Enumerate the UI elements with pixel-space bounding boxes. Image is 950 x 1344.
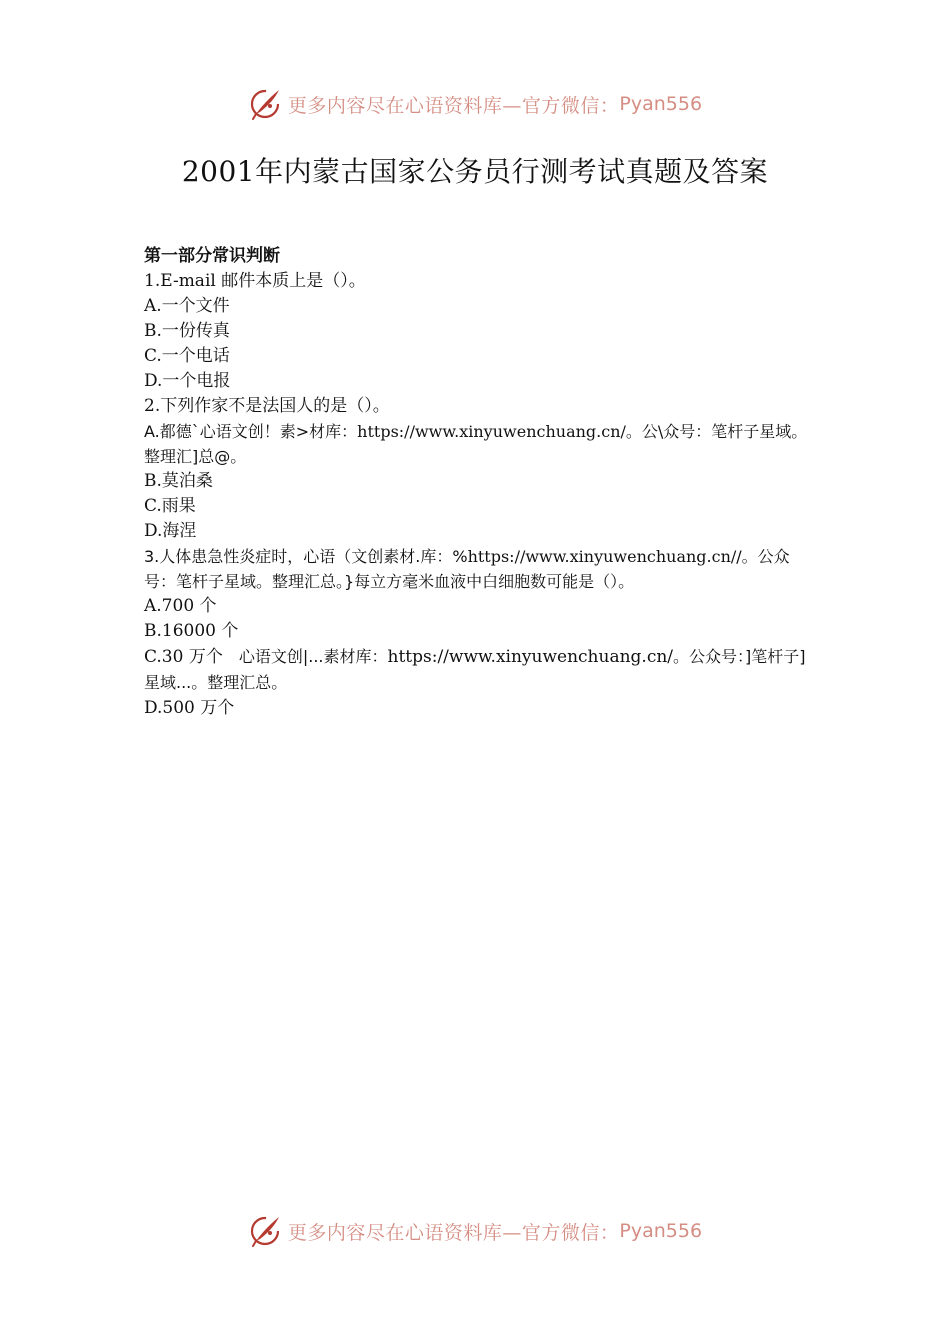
header-banner <box>0 82 950 126</box>
question-3-option-c <box>144 644 812 696</box>
question-1-option-d: D.一个电报 <box>144 371 231 391</box>
question-2-option-c: C.雨果 <box>144 496 196 516</box>
option-a-url: https://www.xinyuwenchuang.cn/ <box>357 422 626 441</box>
banner-text: 更多内容尽在心语资料库—官方微信： <box>287 1221 620 1244</box>
option-c-url: https://www.xinyuwenchuang.cn/ <box>387 647 674 667</box>
quill-pen-logo-icon <box>248 86 284 122</box>
section-heading: 第一部分常识判断 <box>144 246 280 266</box>
question-1-stem: 1.E-mail 邮件本质上是（）。 <box>144 271 366 291</box>
banner-wechat-id: Pyan556 <box>619 1220 703 1242</box>
quill-pen-logo-icon <box>248 1213 284 1249</box>
document-title: 2001年内蒙古国家公务员行测考试真题及答案 <box>181 155 769 188</box>
question-1-option-b: B.一份传真 <box>144 321 230 341</box>
option-a-suffix: 。公\众号：笔杆子星域。整理汇]总@。 <box>144 422 808 466</box>
question-1-option-a: A.一个文件 <box>144 296 230 316</box>
question-3-stem <box>144 544 812 594</box>
question-1-option-c: C.一个电话 <box>144 346 230 366</box>
option-c-label: C.30 万个 <box>144 647 223 667</box>
question-2-stem: 2.下列作家不是法国人的是（）。 <box>144 396 390 416</box>
stem-text: 3.人体患急性炎症时，心语（文创素材.库：% <box>144 547 468 566</box>
banner-wechat-id: Pyan556 <box>619 93 703 115</box>
footer-banner <box>0 1209 950 1253</box>
question-2-option-d: D.海涅 <box>144 521 197 541</box>
question-2-option-a <box>144 419 812 469</box>
document-body <box>144 244 812 721</box>
question-2-option-b: B.莫泊桑 <box>144 471 213 491</box>
banner-text: 更多内容尽在心语资料库—官方微信： <box>287 94 620 117</box>
question-3-option-b: B.16000 个 <box>144 621 239 641</box>
stem-suffix: /。公众号：笔杆子星域。整理汇总。}每立方毫米血液中白细胞数可能是（）。 <box>144 547 790 591</box>
option-c-suffix: 。公众号：]笔杆子]星域...。整理汇总。 <box>144 647 806 692</box>
question-3-option-a: A.700 个 <box>144 596 217 616</box>
option-c-mid: 心语文创|...素材库： <box>222 647 388 666</box>
question-3-option-d: D.500 万个 <box>144 698 235 718</box>
option-a-text: A.都德`心语文创！素>材库： <box>144 422 358 441</box>
stem-url: https://www.xinyuwenchuang.cn/ <box>467 547 737 566</box>
